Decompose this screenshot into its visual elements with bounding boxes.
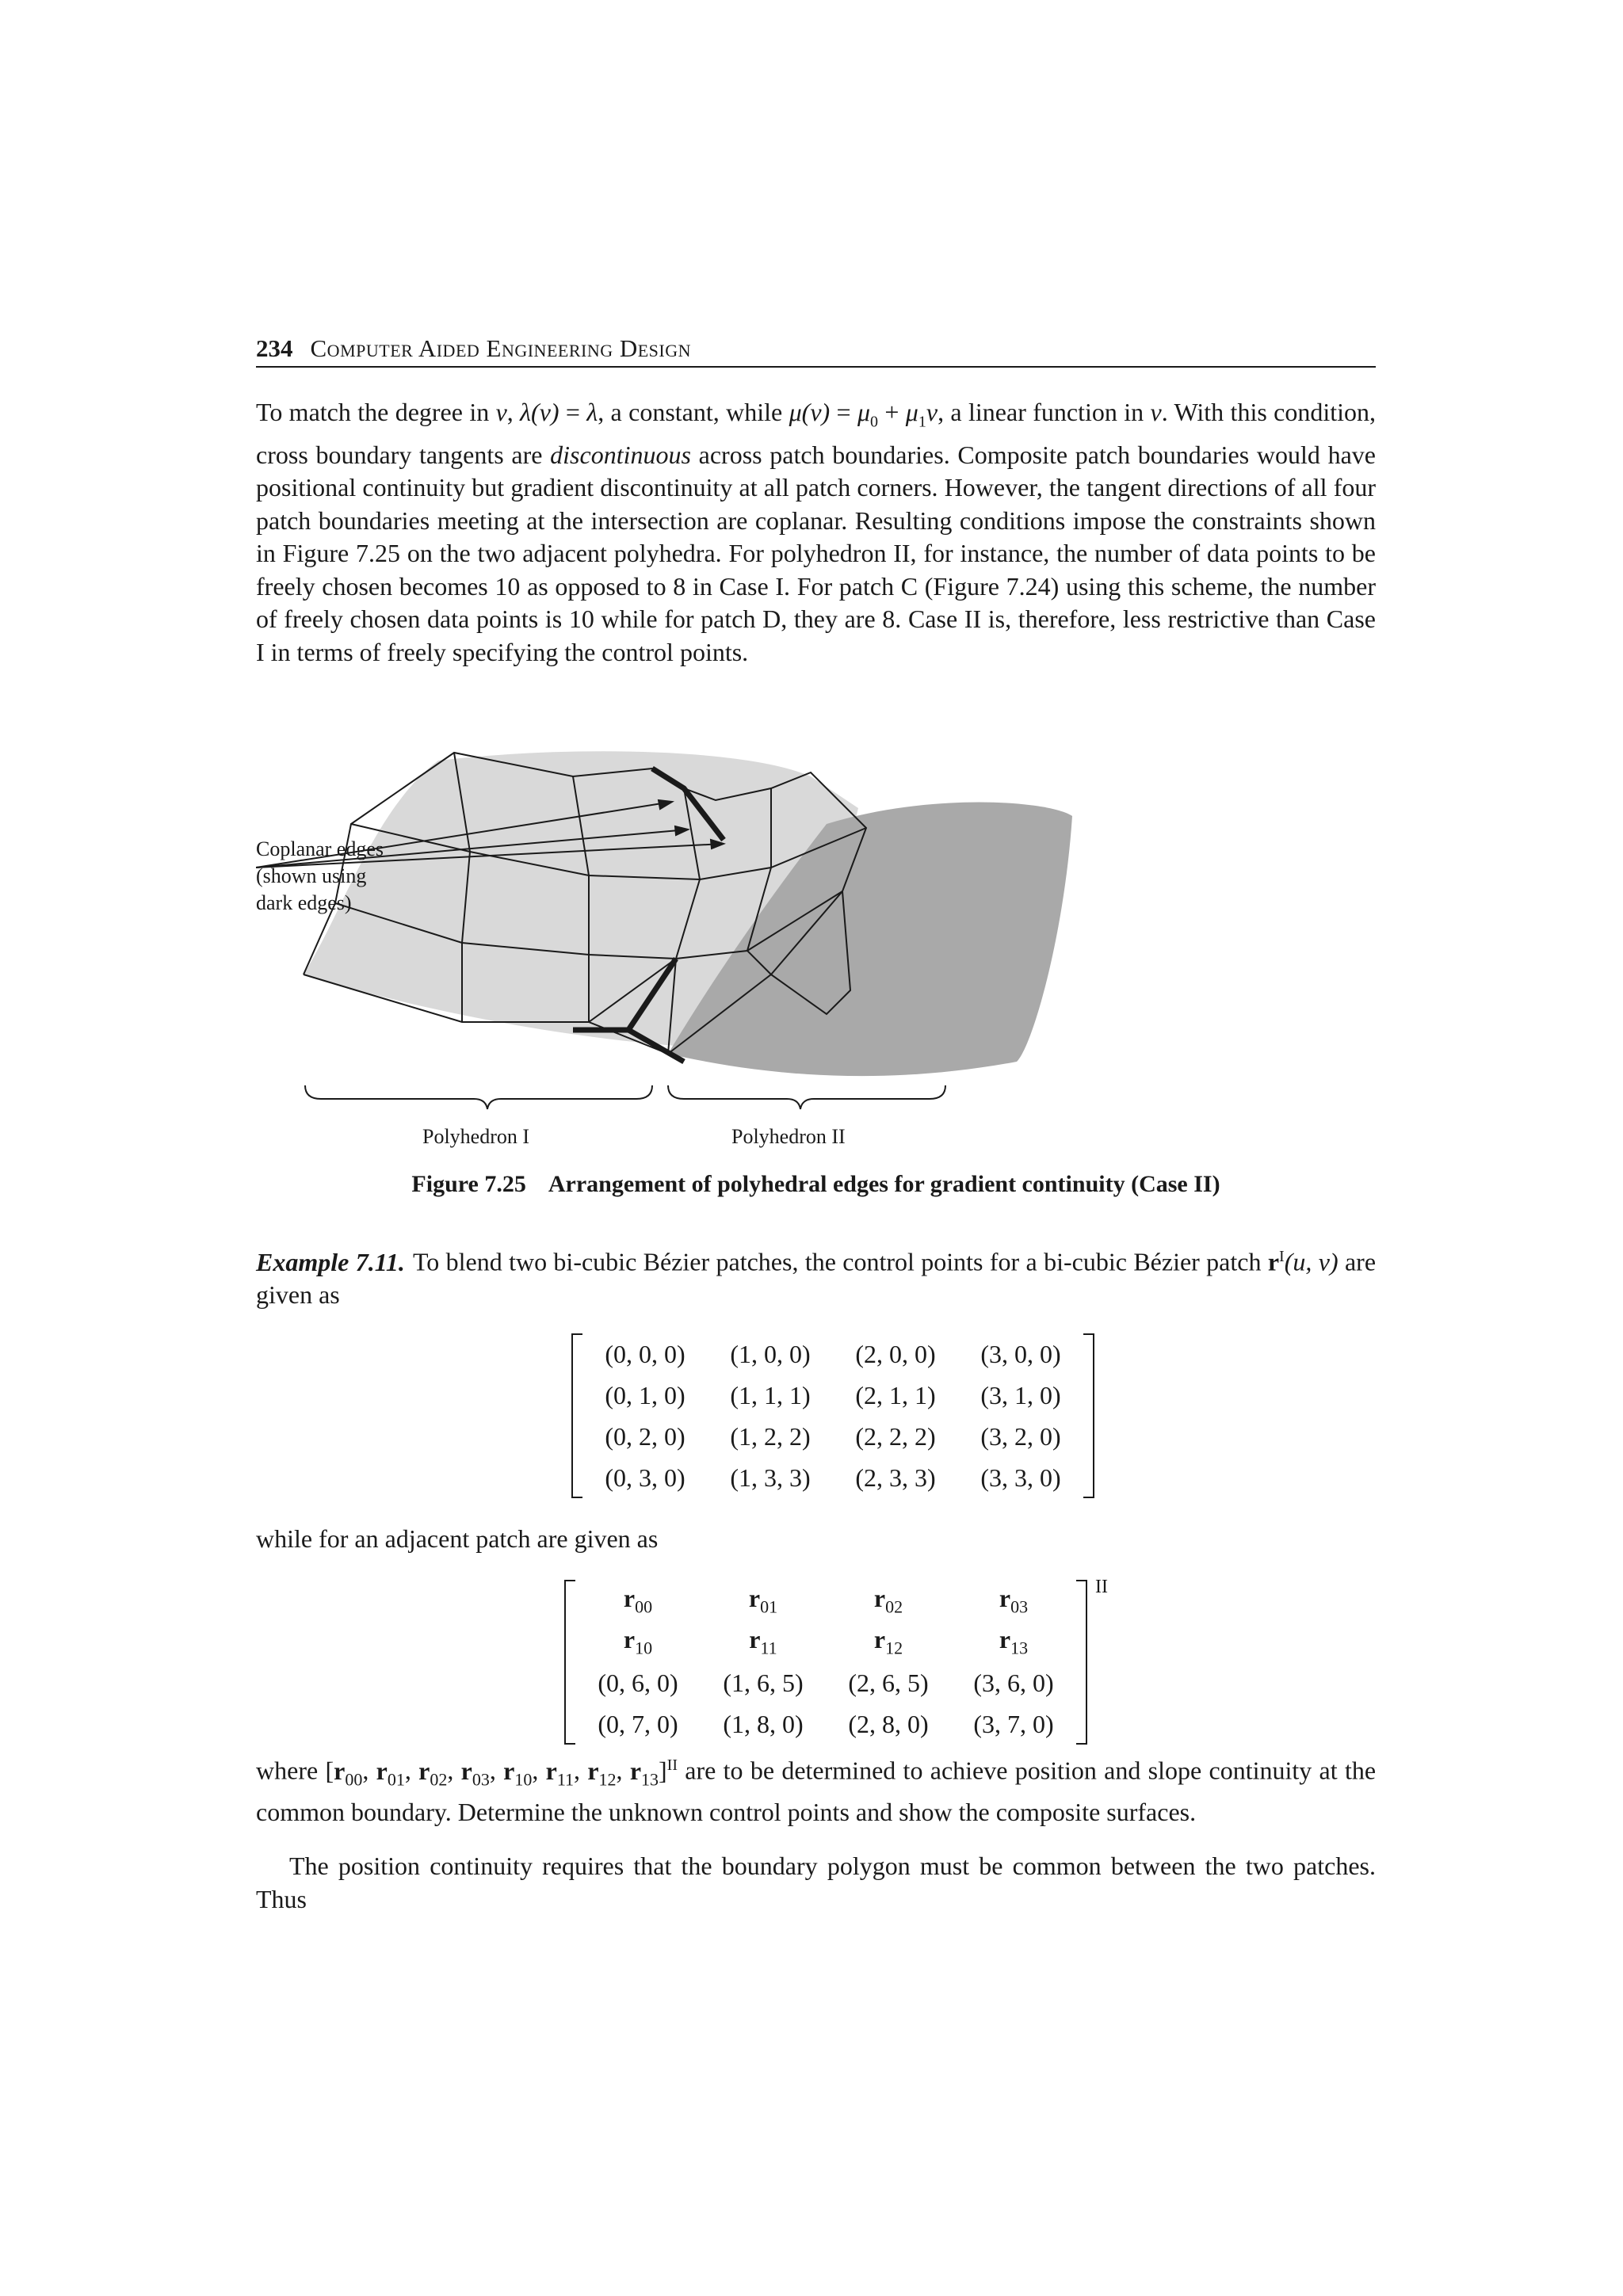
polyhedra-diagram <box>256 713 1376 1157</box>
example-7-11: Example 7.11. To blend two bi-cubic Bézier patches, the control points for a bi-cubic Bézier patch $r^I(u$, v) are given as <box>256 1247 1377 1310</box>
running-header <box>256 331 1376 368</box>
control-point-matrix-1: (0, 0, 0) (1, 0, 0) (2, 0, 0) (3, 0, 0) (0, 1, 0) (1, 1, 1) (2, 1, 1) (3, 1, 0) (0, 2, 0) (1, 2, 2) (2, 2, 2) (3, 2, 0) (0, 3, 0) (1, 3, 3) (2, 3, 3) (3, 3, 0) <box>571 1333 1094 1498</box>
polyhedron-2-label: Polyhedron II <box>731 1125 846 1148</box>
coplanar-label: Coplanar edges (shown using dark edges) <box>256 837 384 914</box>
paragraph-intro: To match the degree in v, λ(v) = λ, a constant, while $\mu(v) = \mu_0 + \mu_1v$, a linear function in v. With this condition, cross boundary tangents are discontinuous across patch boundaries. Composite patch boundaries would have positional continuity but gradient discontinuity at all patch corners. However, the tangent directions of all four patch boundaries meeting at the intersection are coplanar. Resulting conditions impose the constraints shown in Figure 7.25 on the two adjacent polyhedra. For polyhedron II, for instance, the number of data points to be freely chosen becomes 10 as opposed to 8 in Case I. For patch C (Figure 7.24) using this scheme, the number of freely chosen data points is 10 while for patch D, they are 8. Case II is, therefore, less restrictive than Case I in terms of freely specifying the control points. <box>256 398 1377 666</box>
figure-7-25 <box>256 713 1376 1157</box>
control-point-matrix-2: II $r_{00}$ $r_{01}$ $r_{02}$ $r_{03}$ $r_{10}$ $r_{11}$ $r_{12}$ $r_{13}$ (0, 6, 0) (1, 6, 5) (2, 6, 5) (3, 6, 0) (0, 7, 0) (1, 8, 0) (2, 8, 0) (3, 7, 0) <box>564 1580 1087 1745</box>
position-continuity-paragraph: The position continuity requires that the boundary polygon must be common between the two patches. Thus <box>256 1852 1376 1913</box>
figure-caption: Figure 7.25 Arrangement of polyhedral edges for gradient continuity (Case II) <box>411 1171 1220 1197</box>
polyhedron-braces <box>305 1085 945 1109</box>
running-title: Computer Aided Engineering Design <box>310 334 692 362</box>
where-paragraph: where [$r_{00}$, $r_{01}$, $r_{02}$, $r_{03}$, $r_{10}$, $r_{11}$, $r_{12}$, $r_{13}]^{II}$ are to be determined to achieve position and slope continuity at the common boundary. Determine the unknown control points and show the composite surfaces. <box>256 1756 1377 1826</box>
polyhedron-1-label: Polyhedron I <box>422 1125 530 1148</box>
page-number: 234 <box>256 334 293 362</box>
while-text: while for an adjacent patch are given as <box>256 1524 659 1553</box>
